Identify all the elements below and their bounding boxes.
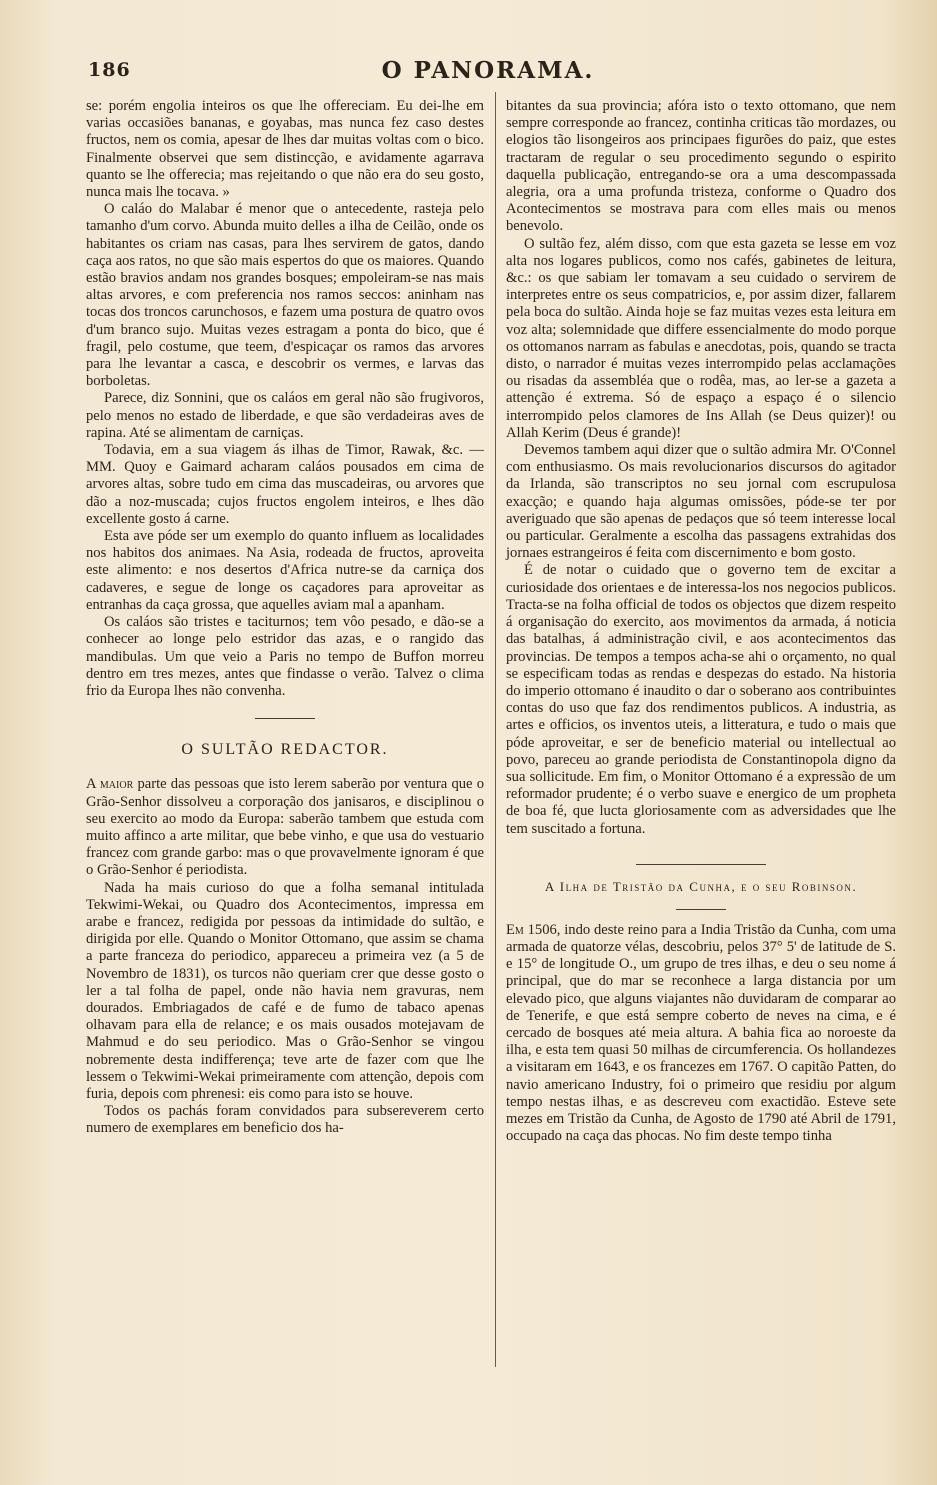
- paragraph-text: 1506, indo deste reino para a India Tristão da Cunha, com uma armada de quatorze vélas, descobriu, pelos 37° 5' de latitude de S. e 15° de longitude O., um grupo de tres ilhas, e deu o seu nome á principal, que do mar se reconhece a larga distancia por um elevado pico, que alguns viajantes não duvidaram de comparar ao de Tenerife, e que está sempre coberto de neves na cima, e é cercado de bosques até meia altura. A bahia fica ao noroeste da ilha, e esta tem quasi 50 milhas de circumferencia. Os hollandezes a visitaram em 1643, e os francezes em 1767. O capitão Patten, do navio americano Industry, foi o primeiro que residiu por algum tempo nestas ilhas, e as descreveu com exactidão. Esteve sete mezes em Tristão da Cunha, de Agosto de 1790 até Abril de 1791, occupado na caça das phocas. No fim deste tempo tinha: [506, 921, 896, 1145]
- paragraph-text: parte das pessoas que isto lerem saberão por ventura que o Grão-Senhor dissolveu a corporação dos janisaros, e disciplinou o seu exercito ao modo da Europa: saberão tambem que estuda com muito affinco a arte militar, que bebe vinho, e que usa do vestuario francez com grande garbo: mas o que provavelmente ignoram é que o Grão-Senhor é periodista.: [86, 776, 485, 879]
- lead-words: Em: [506, 921, 524, 938]
- page-header: [88, 55, 888, 87]
- column-divider: [495, 92, 496, 1367]
- separator-rule: [255, 718, 315, 719]
- paragraph: É de notar o cuidado que o governo tem de excitar a curiosidade dos orientaes e de interessa-los nos negocios publicos. Tracta-se na folha official de todos os objectos que dizem respeito á organisação do exercito, aos movimentos da armada, á noticia das batalhas, á administração civil, e aos acontecimentos das provincias. De tempos a tempos acha-se ahi o orçamento, no qual se especificam todas as rendas e despezas do estado. Na historia do imperio ottomano é inaudito o dar o soberano aos contribuintes contas do uso que faz dos rendimentos publicos. A industria, as artes e officios, os inventos uteis, a litteratura, e tudo o mais que póde aproveitar, e ser de beneficio material ou intellectual ao povo, pareceu ao grande periodista de Constantinopola digno da sua sollicitude. Em fim, o Monitor Ottomano é a expressão de um reformador prudente; é o verbo suave e energico de um propheta de boa fé, que lucta gloriosamente com as adversidades que lhe tem suscitado a fortuna.: [506, 562, 896, 837]
- paragraph: Esta ave póde ser um exemplo do quanto influem as localidades nos habitos dos animaes. Na Asia, rodeada de fructos, aproveita este alimento: e nos desertos d'Africa nutre-se da carniça dos cadaveres, e segue de longe os caçadores para aproveitar as entranhas da caça grossa, que aquelles aviam mal a apanham.: [86, 528, 484, 613]
- left-column: [86, 98, 484, 1138]
- paragraph: Todos os pachás foram convidados para subsereverem certo numero de exemplares em beneficio dos ha-: [86, 1103, 484, 1137]
- article-first-paragraph: [506, 922, 896, 1146]
- lead-words: A maior: [86, 776, 134, 793]
- article-title: A Ilha de Tristão da Cunha, e o seu Robinson.: [544, 878, 858, 894]
- paragraph: O sultão fez, além disso, com que esta gazeta se lesse em voz alta nos logares publicos, como nos cafés, gabinetes de leitura, &c.: os que sabiam ler tomavam a seu cuidado o servirem de interpretes entre os seus compatricios, e, por assim dizer, fallarem pela boca do sultão. Ainda hoje se faz muitas vezes esta leitura em voz alta; solemnidade que differe essencialmente do modo porque os ottomanos narram as fabulas e anecdotas, pois, quando se tracta disto, o narrador é muitas vezes interrompido pelas acclamações ou risadas da assembléa que o rodêa, mas, ao ler-se a gazeta a attenção é extrema. Só de espaço a espaço é o silencio interrompido pelos clamores de Ins Allah (se Deus quizer)! ou Allah Kerim (Deus é grande)!: [506, 235, 896, 441]
- paragraph: se: porém engolia inteiros os que lhe offereciam. Eu dei-lhe em varias occasiões bananas, e goyabas, mas nunca fez caso destes fructos, nem os comia, apesar de lhes dar muitas voltas com o bico. Finalmente observei que sem distincção, e avidamente agarrava quanto se lhe offerecia; mas rejeitando o que não era do seu gosto, nunca mais lhe tocava. »: [86, 98, 484, 201]
- separator-rule: [676, 909, 726, 910]
- separator-rule: [636, 864, 766, 865]
- paragraph: Os caláos são tristes e taciturnos; tem vôo pesado, e dão-se a conhecer ao longe pelo estridor das azas, e o rangido das mandibulas. Um que veio a Paris no tempo de Buffon morreu dentro em tres mezes, antes que findasse o verão. Talvez o clima frio da Europa lhes não convenha.: [86, 614, 484, 699]
- right-column: [506, 98, 896, 1145]
- paragraph: Todavia, em a sua viagem ás ilhas de Timor, Rawak, &c. — MM. Quoy e Gaimard acharam caláos pousados em cima de arvores altas, sobre tudo em cima das muscadeiras, ou arvores que dão a noz-muscada; cujos fructos engolem inteiros, e lhes dão excellente gosto á carne.: [86, 442, 484, 527]
- paragraph: Parece, diz Sonnini, que os caláos em geral não são frugivoros, pelo menos no estado de liberdade, e que são verdadeiras aves de rapina. Até se alimentam de carniças.: [86, 390, 484, 441]
- section-title: O SULTÃO REDACTOR.: [181, 741, 389, 759]
- paragraph: Devemos tambem aqui dizer que o sultão admira Mr. O'Connel com enthusiasmo. Os mais revolucionarios discursos do agitador da Irlanda, são transcriptos no seu jornal com escrupulosa exacção; e quando haja algumas omissões, póde-se ter por averiguado que são apenas de pedaços que só teem interesse local ou particular. Geralmente a escolha das passagens extrahidas dos jornaes estrangeiros é feita com discernimento e bom gosto.: [506, 442, 896, 562]
- paragraph: Nada ha mais curioso do que a folha semanal intitulada Tekwimi-Wekai, ou Quadro dos Acontecimentos, impressa em arabe e francez, redigida por pessoas da intimidade do sultão, e dirigida por elle. Quando o Monitor Ottomano, que assim se chama a parte franceza do periodico, appareceu a primeira vez (a 5 de Novembro de 1831), os turcos não queriam crer que desse gosto o ler a tal folha de papel, onde não havia nem gravuras, nem dourados. Embriagados de café e de fumo de tabaco apenas olhavam para ella de relance; e os mais ousados motejavam de Mahmud e do seu periodico. Mas o Grão-Senhor se vingou nobremente desta indifferença; teve arte de fazer com que lhe lessem o Tekwimi-Wekai primeiramente com attenção, depois com furia, depois com phrenesi: eis como para isto se houve.: [86, 879, 484, 1102]
- section-first-paragraph: [86, 776, 484, 879]
- paragraph: bitantes da sua provincia; afóra isto o texto ottomano, que nem sempre corresponde ao francez, continha criticas tão mordazes, ou elogios tão lisongeiros aos principaes figurões do paiz, que estes tractaram de regular o seu procedimento segundo o espirito daquella publicação, entregando-se ora a uma descompassada alegria, ora a uma profunda tristeza, conforme o Quadro dos Acontecimentos se mostrava para com elles mais ou menos benevolo.: [506, 98, 896, 235]
- running-title: O PANORAMA.: [381, 57, 595, 84]
- page-number: 186: [88, 59, 131, 81]
- paragraph: O caláo do Malabar é menor que o antecedente, rasteja pelo tamanho d'um corvo. Abunda muito delles a ilha de Ceilão, onde os habitantes os criam nas casas, para lhes servirem de gatos, dando caça aos ratos, no que são mais espertos do que os maiores. Quando estão bravios andam nos grandes bosques; empoleiram-se nas mais altas arvores, e com preferencia nos ramos seccos: aninham nas tocas dos troncos carunchosos, e fazem uma postura de quatro ovos d'um branco sujo. Muitas vezes estragam a ponta do bico, que é fragil, pelo costume, que teem, d'espicaçar os ramos das arvores para lhe levantar a casca, e descobrir os vermes, e larvas das borboletas.: [86, 201, 484, 390]
